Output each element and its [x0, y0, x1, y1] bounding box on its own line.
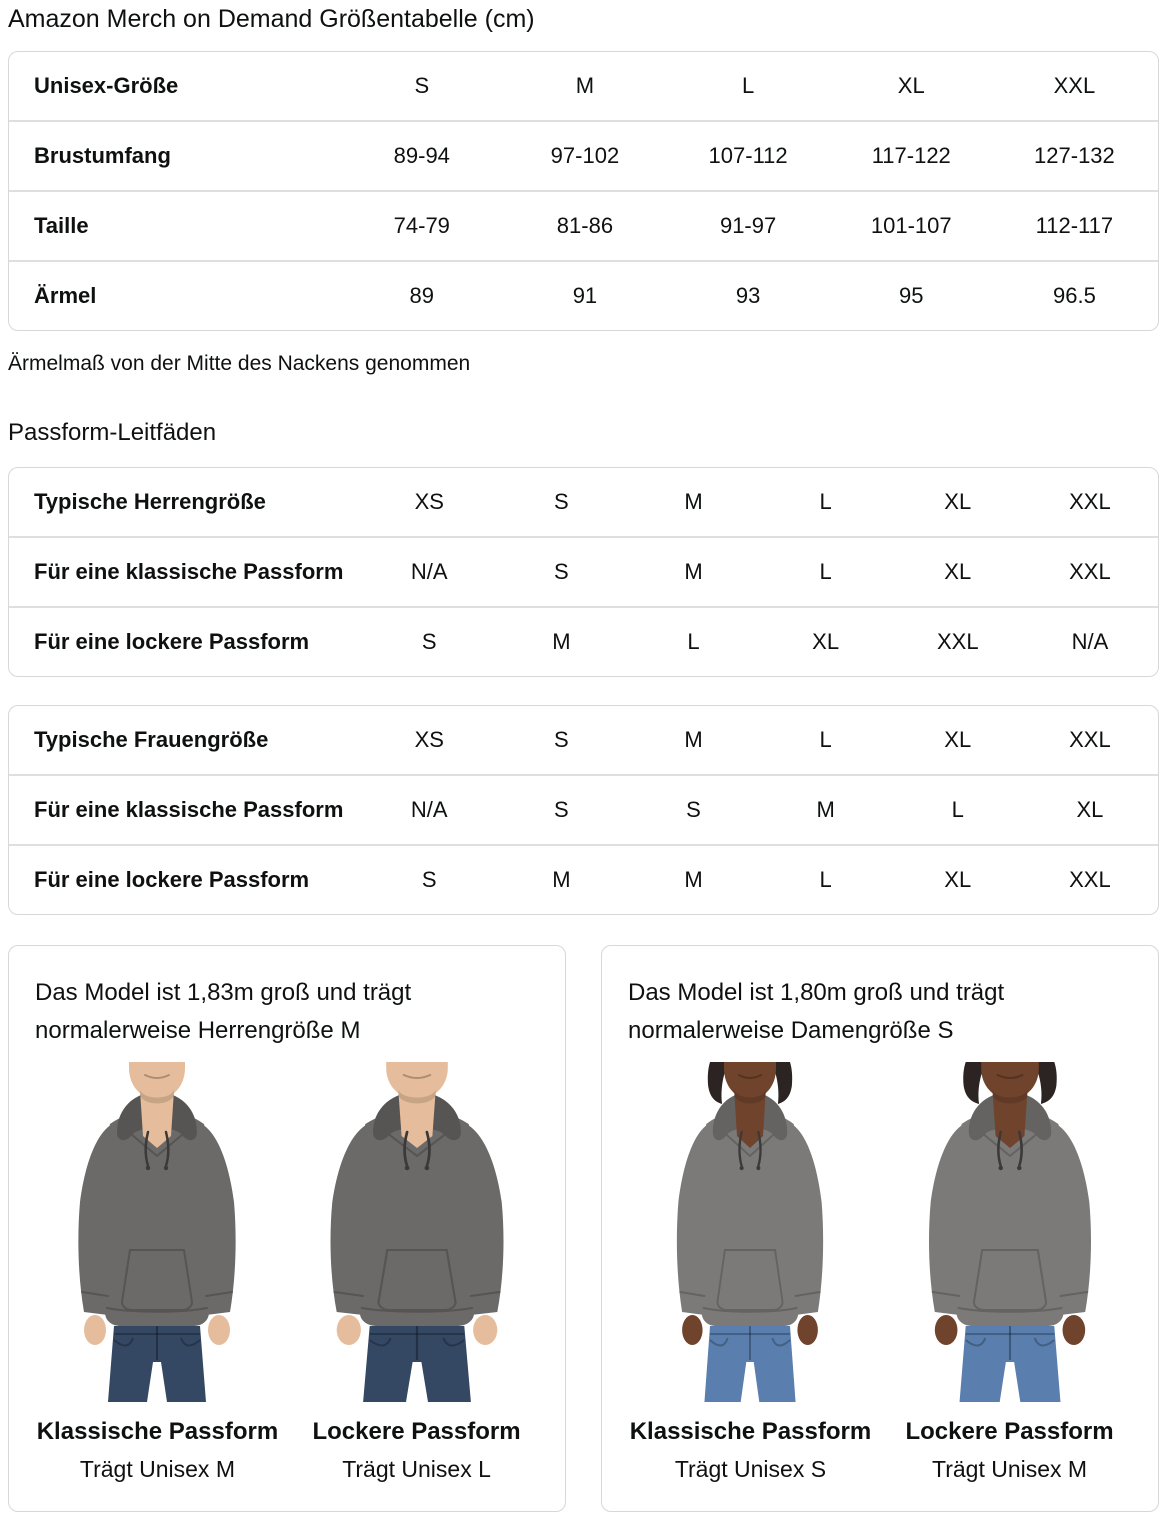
- model-column-classic: [33, 1062, 282, 1483]
- table-row: [9, 191, 1158, 261]
- measure-cell: 74-79: [342, 191, 505, 261]
- fit-cell: M: [497, 607, 629, 676]
- fit-cell: XL: [1026, 775, 1158, 845]
- fit-cell: S: [629, 775, 761, 845]
- fit-cell: XL: [762, 607, 894, 676]
- row-label: Unisex-Größe: [34, 73, 179, 98]
- wears-label: Trägt Unisex M: [932, 1456, 1088, 1482]
- table-row: [9, 607, 1158, 676]
- size-cell: L: [741, 73, 755, 98]
- fit-cell: XXL: [1069, 727, 1111, 752]
- row-label: Für eine klassische Passform: [9, 775, 365, 845]
- fit-cell: M: [497, 845, 629, 914]
- hand: [683, 1315, 703, 1345]
- measure-cell: 95: [832, 261, 995, 330]
- fit-label: Klassische Passform: [629, 1418, 872, 1445]
- fit-cell: M: [762, 775, 894, 845]
- fit-cell: XL: [894, 845, 1026, 914]
- row-label: Typische Herrengröße: [34, 489, 266, 514]
- fit-cell: M: [629, 537, 761, 607]
- fit-cell: XS: [414, 489, 444, 514]
- model-figures: [626, 1062, 1134, 1483]
- model-photo: [625, 1062, 875, 1402]
- measure-cell: 89-94: [342, 121, 505, 191]
- fit-cell: N/A: [365, 537, 497, 607]
- hoodie-model-illustration: [279, 1062, 554, 1402]
- jeans: [363, 1326, 471, 1402]
- fit-label: Lockere Passform: [312, 1418, 521, 1445]
- fit-label: Klassische Passform: [36, 1418, 279, 1445]
- fit-cell: L: [762, 537, 894, 607]
- fit-cell: N/A: [1026, 607, 1158, 676]
- size-cell: XL: [897, 73, 925, 98]
- model-column-classic: [626, 1062, 875, 1483]
- measure-cell: 97-102: [505, 121, 668, 191]
- wears-label: Trägt Unisex S: [674, 1456, 827, 1482]
- model-card-men: [8, 945, 566, 1512]
- hand: [798, 1315, 818, 1345]
- fit-cell: XXL: [894, 607, 1026, 676]
- model-column-loose: [885, 1062, 1134, 1483]
- hand: [336, 1315, 360, 1345]
- hand: [84, 1315, 106, 1345]
- fit-cell: S: [554, 727, 569, 752]
- fit-cell: XXL: [1069, 489, 1111, 514]
- fit-table-men: [8, 467, 1159, 677]
- row-label: Taille: [9, 191, 342, 261]
- size-cell: M: [575, 73, 595, 98]
- fit-cell: S: [497, 537, 629, 607]
- fit-cell: XXL: [1026, 537, 1158, 607]
- measure-cell: 107-112: [669, 121, 832, 191]
- jeans: [705, 1326, 796, 1402]
- table-row: [9, 537, 1158, 607]
- drawstring-tip: [146, 1166, 150, 1170]
- jeans: [108, 1326, 206, 1402]
- hoodie-model-illustration: [634, 1062, 867, 1402]
- wears-label: Trägt Unisex L: [342, 1456, 491, 1482]
- table-row: [9, 121, 1158, 191]
- fit-table-women: [8, 705, 1159, 915]
- fit-cell: M: [684, 727, 703, 752]
- measure-cell: 96.5: [995, 261, 1158, 330]
- hand: [473, 1315, 497, 1345]
- fit-cell: M: [629, 845, 761, 914]
- measure-cell: 101-107: [832, 191, 995, 261]
- wears-label: Trägt Unisex M: [79, 1456, 235, 1482]
- fit-cell: XL: [894, 537, 1026, 607]
- measure-cell: 81-86: [505, 191, 668, 261]
- table-row: [9, 52, 1158, 121]
- hand: [1062, 1315, 1085, 1345]
- fit-label: Lockere Passform: [905, 1418, 1114, 1445]
- fit-cell: S: [554, 489, 569, 514]
- model-photo: [292, 1062, 542, 1402]
- table-row: [9, 845, 1158, 914]
- measure-cell: 91: [505, 261, 668, 330]
- model-cards: [8, 945, 1159, 1512]
- row-label: Typische Frauengröße: [34, 727, 269, 752]
- hoodie-model-illustration: [881, 1062, 1139, 1402]
- model-photo: [885, 1062, 1135, 1402]
- row-label: Für eine klassische Passform: [9, 537, 365, 607]
- measure-cell: 93: [669, 261, 832, 330]
- fit-cell: XL: [944, 727, 972, 752]
- fit-cell: L: [819, 489, 832, 514]
- hoodie-model-illustration: [32, 1062, 282, 1402]
- table-row: [9, 775, 1158, 845]
- fit-cell: M: [684, 489, 703, 514]
- fit-cell: XXL: [1026, 845, 1158, 914]
- page-title: Amazon Merch on Demand Größentabelle (cm): [8, 5, 535, 33]
- table-row: [9, 706, 1158, 775]
- row-label: Ärmel: [9, 261, 342, 330]
- row-label: Brustumfang: [9, 121, 342, 191]
- measure-cell: 127-132: [995, 121, 1158, 191]
- fit-cell: L: [762, 845, 894, 914]
- drawstring-tip: [164, 1166, 168, 1170]
- measure-cell: 89: [342, 261, 505, 330]
- row-label: Für eine lockere Passform: [9, 845, 365, 914]
- fit-cell: XS: [414, 727, 444, 752]
- model-caption: Das Model ist 1,83m groß und trägt normalerweise Herrengröße M: [35, 979, 412, 1044]
- table-row: [9, 468, 1158, 537]
- fit-cell: L: [629, 607, 761, 676]
- fit-cell: N/A: [365, 775, 497, 845]
- size-cell: S: [414, 73, 430, 98]
- size-cell: XXL: [1053, 73, 1096, 98]
- measure-cell: 112-117: [995, 191, 1158, 261]
- fit-cell: L: [894, 775, 1026, 845]
- fit-cell: S: [497, 775, 629, 845]
- model-card-women: [601, 945, 1159, 1512]
- fit-cell: L: [819, 727, 832, 752]
- model-column-loose: [292, 1062, 541, 1483]
- fit-cell: S: [365, 845, 497, 914]
- fit-cell: S: [365, 607, 497, 676]
- row-label: Für eine lockere Passform: [9, 607, 365, 676]
- hand: [934, 1315, 957, 1345]
- measure-cell: 91-97: [669, 191, 832, 261]
- fit-guides-title: Passform-Leitfäden: [8, 419, 217, 446]
- size-table: [8, 51, 1159, 331]
- jeans: [959, 1326, 1060, 1402]
- model-figures: [33, 1062, 541, 1483]
- fit-cell: XL: [944, 489, 972, 514]
- sleeve-measure-note: Ärmelmaß von der Mitte des Nackens genommen: [8, 352, 471, 375]
- model-caption: Das Model ist 1,80m groß und trägt normalerweise Damengröße S: [628, 979, 1005, 1044]
- table-row: [9, 261, 1158, 330]
- hand: [208, 1315, 230, 1345]
- model-photo: [32, 1062, 282, 1402]
- measure-cell: 117-122: [832, 121, 995, 191]
